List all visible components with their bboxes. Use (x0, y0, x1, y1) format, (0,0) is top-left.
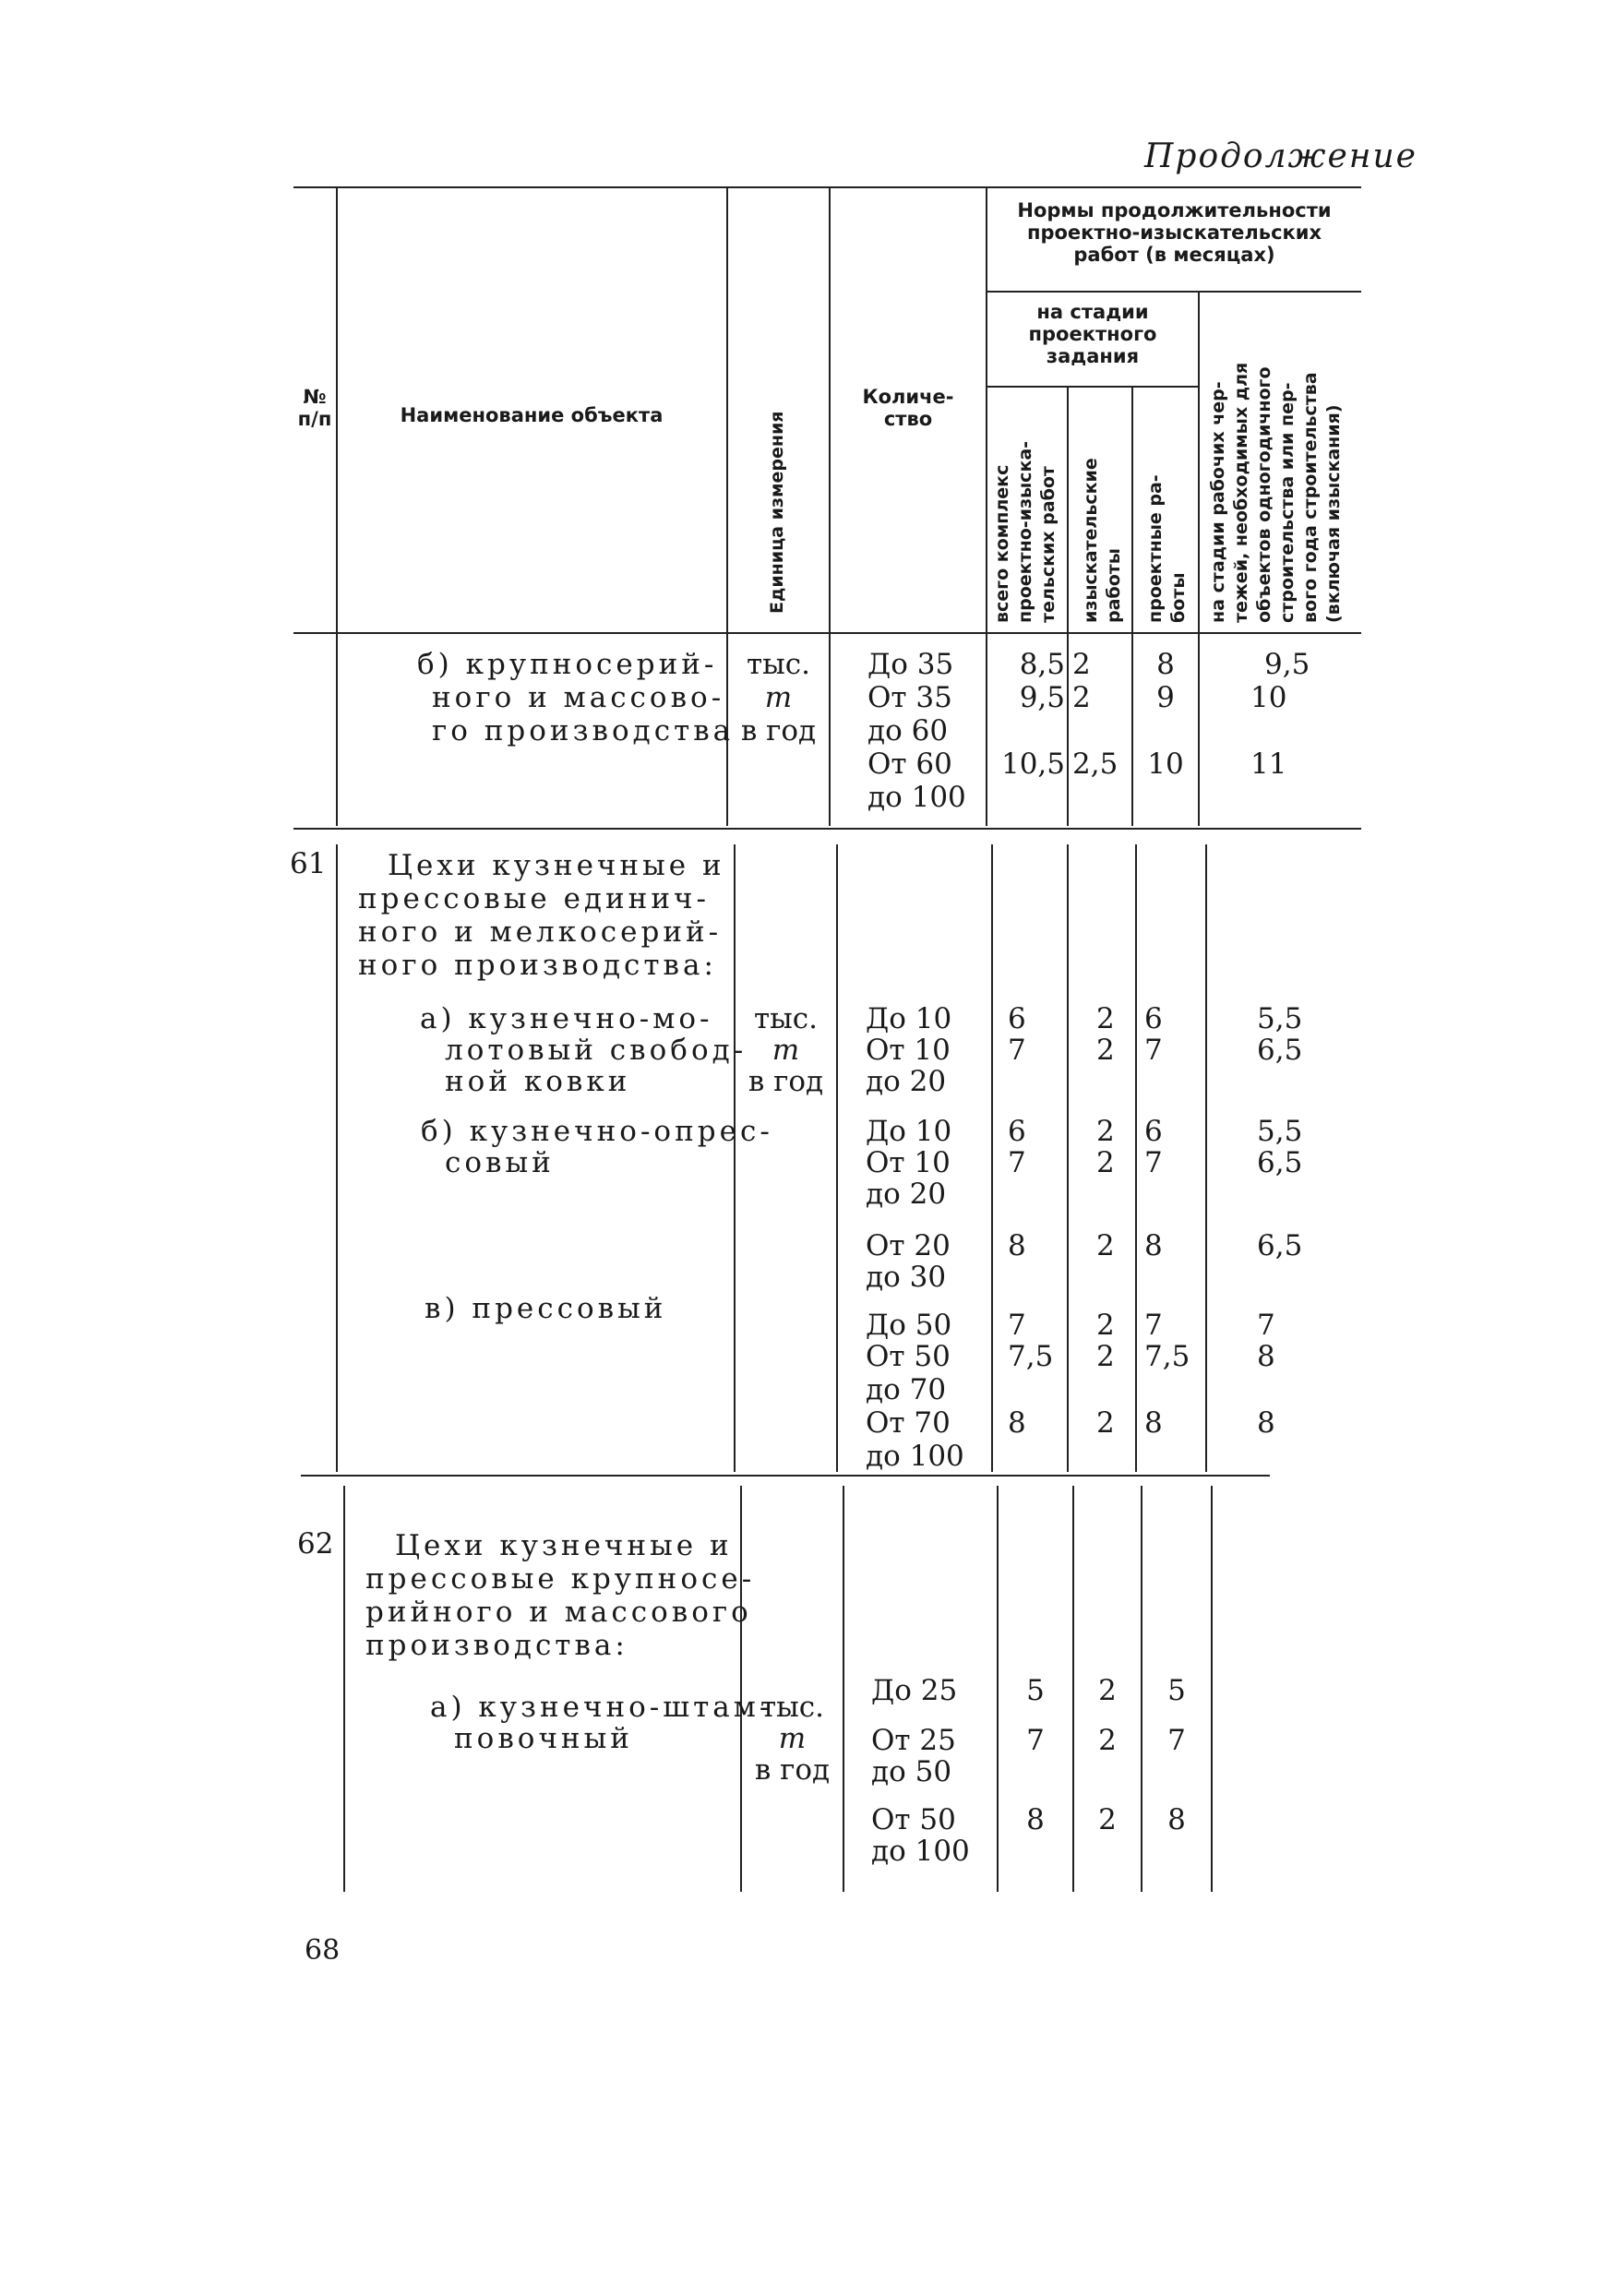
s1b-r2-qty-1: От 20 (866, 1229, 951, 1262)
s0-r2-c1: 10,5 (1000, 747, 1065, 781)
s1b-r1-qty-1: От 10 (866, 1146, 951, 1179)
s1c-r1-qty-1: От 50 (866, 1340, 951, 1373)
s2-row-number: 62 (297, 1527, 334, 1561)
s1a-r0-c1: 6 (1008, 1002, 1026, 1035)
s1a-unit-2: т (772, 1034, 800, 1067)
s2a-unit-2: т (778, 1722, 807, 1755)
s0-col-line-5 (1067, 634, 1069, 826)
s1-row-number: 61 (290, 847, 327, 880)
s1a-r1-c4: 6,5 (1257, 1034, 1303, 1067)
header-col-line-2 (726, 186, 728, 632)
s2a-r2-qty-1: От 50 (871, 1803, 956, 1836)
s1c-r2-qty-1: От 70 (866, 1406, 951, 1440)
s0-r0-c4: 9,5 (1264, 648, 1310, 681)
s0-r1-c3: 9 (1156, 681, 1175, 714)
s2a-r2-qty-2: до 100 (871, 1835, 970, 1868)
header-col-line-7 (1198, 291, 1200, 632)
stage-divider (986, 386, 1198, 388)
s1c-r1-c3: 7,5 (1144, 1340, 1190, 1373)
s2a-r0-qty-1: До 25 (871, 1674, 958, 1707)
s1a-name-line-3: ной ковки (445, 1065, 631, 1098)
s1c-r0-c3: 7 (1144, 1309, 1163, 1342)
s0-name-line-2: ного и массово- (432, 681, 725, 714)
s1-col-line-5 (1067, 844, 1069, 1472)
s0-r2-qty-1: От 60 (867, 747, 952, 781)
s0-r0-c2: 2 (1072, 648, 1091, 681)
s1-intro-line-4: ного производства: (358, 949, 717, 982)
s1-col-line-3 (836, 844, 838, 1472)
s2a-name-line-1: а) кузнечно-штам- (430, 1691, 773, 1724)
s1b-r2-c1: 8 (1008, 1229, 1026, 1262)
s0-r0-qty-1: До 35 (867, 648, 954, 681)
s1b-r1-c4: 6,5 (1257, 1146, 1303, 1179)
s0-name-line-3: го производства (432, 714, 735, 747)
s0-r1-qty-2: до 60 (867, 714, 949, 747)
s1c-name-line-1: в) прессовый (425, 1292, 667, 1325)
s1b-r0-c3: 6 (1144, 1115, 1163, 1148)
s1-bottom-rule (301, 1475, 1270, 1477)
s2-intro-line-1: Цехи кузнечные и (395, 1529, 733, 1562)
s1a-r1-qty-2: до 20 (866, 1065, 947, 1098)
header-design: проектные ра- боты (1145, 474, 1189, 623)
s1b-r0-c4: 5,5 (1257, 1115, 1303, 1148)
s0-r2-c3: 10 (1147, 747, 1184, 781)
s2a-r1-c1: 7 (1026, 1724, 1045, 1757)
s1b-r2-qty-2: до 30 (866, 1261, 947, 1294)
s2-col-line-2 (740, 1486, 742, 1892)
s0-r1-c1: 9,5 (1019, 681, 1065, 714)
s1c-r1-c2: 2 (1096, 1340, 1115, 1373)
s0-r1-c2: 2 (1072, 681, 1091, 714)
s1c-r2-c3: 8 (1144, 1406, 1163, 1440)
s1a-name-line-2: лотовый свобод- (445, 1034, 748, 1067)
s0-r1-qty-1: От 35 (867, 681, 952, 714)
s1b-r0-c2: 2 (1096, 1115, 1115, 1148)
s2a-r1-qty-1: От 25 (871, 1724, 956, 1757)
s2-col-line-3 (843, 1486, 844, 1892)
s1c-r2-c2: 2 (1096, 1406, 1115, 1440)
s2-col-line-7 (1211, 1486, 1213, 1892)
header-qty: Количе- ство (862, 386, 954, 430)
s1b-r1-c3: 7 (1144, 1146, 1163, 1179)
s1b-r1-c1: 7 (1008, 1146, 1026, 1179)
s2a-r0-c2: 2 (1098, 1674, 1117, 1707)
s0-r0-c3: 8 (1156, 648, 1175, 681)
s1-col-line-4 (991, 844, 993, 1472)
s0-bottom-rule (293, 828, 1361, 830)
page-number: 68 (305, 1934, 341, 1967)
s1-col-line-1 (336, 844, 338, 1472)
s1a-name-line-1: а) кузнечно-мо- (420, 1002, 713, 1035)
header-survey: изыскательские работы (1081, 458, 1124, 623)
s1b-r0-qty-1: До 10 (866, 1115, 952, 1148)
s0-r2-qty-2: до 100 (867, 781, 966, 814)
s1c-r1-qty-2: до 70 (866, 1373, 947, 1406)
s0-r0-c1: 8,5 (1019, 648, 1065, 681)
s1b-r2-c2: 2 (1096, 1229, 1115, 1262)
s1-intro-line-2: прессовые единич- (358, 882, 710, 915)
s0-r1-c4: 10 (1250, 681, 1287, 714)
s2a-unit-3: в год (754, 1753, 831, 1787)
header-bottom-rule (293, 632, 1361, 634)
header-col-line-6 (1131, 386, 1133, 632)
s2-intro-line-3: рийного и массового (365, 1596, 752, 1629)
s0-col-line-7 (1198, 634, 1200, 826)
s2a-name-line-2: повочный (454, 1722, 633, 1755)
s0-unit-3: в год (740, 714, 817, 747)
s2a-r0-c1: 5 (1026, 1674, 1045, 1707)
s0-unit-1: тыс. (746, 648, 811, 681)
s0-unit-2: т (764, 681, 793, 714)
s1b-r1-c2: 2 (1096, 1146, 1115, 1179)
s1a-r0-qty-1: До 10 (866, 1002, 952, 1035)
header-name: Наименование объекта (400, 404, 664, 426)
s0-col-line-3 (829, 634, 831, 826)
s1a-r1-c2: 2 (1096, 1034, 1115, 1067)
s1a-r1-c3: 7 (1144, 1034, 1163, 1067)
s1a-r0-c2: 2 (1096, 1002, 1115, 1035)
s1a-r0-c3: 6 (1144, 1002, 1163, 1035)
s2a-r0-c3: 5 (1167, 1674, 1186, 1707)
s1c-r2-qty-2: до 100 (866, 1440, 964, 1473)
header-complex: всего комплекс проектно-изыска- тельских работ (992, 440, 1059, 623)
s1b-name-line-2: совый (445, 1146, 555, 1179)
s1c-r0-qty-1: До 50 (866, 1309, 952, 1342)
s2-intro-line-4: производства: (365, 1629, 628, 1662)
s1-intro-line-1: Цехи кузнечные и (388, 849, 725, 882)
s1c-r1-c4: 8 (1257, 1340, 1275, 1373)
s0-name-line-1: б) крупносерий- (417, 648, 718, 681)
s1b-r2-c3: 8 (1144, 1229, 1163, 1262)
s1a-r0-c4: 5,5 (1257, 1002, 1303, 1035)
s1b-r1-qty-2: до 20 (866, 1178, 947, 1211)
norms-divider (986, 291, 1361, 293)
s1b-r0-c1: 6 (1008, 1115, 1026, 1148)
header-unit: Единица измерения (767, 411, 787, 614)
page-header: Продолжение (1144, 138, 1418, 175)
header-col-line-5 (1067, 386, 1069, 632)
s1b-name-line-1: б) кузнечно-опрес- (421, 1115, 773, 1148)
header-no: № п/п (297, 386, 332, 430)
s1a-unit-1: тыс. (753, 1002, 819, 1035)
s2a-unit-1: тыс. (760, 1691, 825, 1724)
s1-col-line-6 (1135, 844, 1137, 1472)
s0-r2-c4: 11 (1250, 747, 1287, 781)
s1a-r1-qty-1: От 10 (866, 1034, 951, 1067)
s1-col-line-2 (734, 844, 736, 1472)
header-stage: на стадии проектного задания (1028, 301, 1157, 367)
s1c-r0-c2: 2 (1096, 1309, 1115, 1342)
header-top-rule (293, 186, 1361, 188)
header-working: на стадии рабочих чер- тежей, необходимых для объектов одногодичного строительства или пер- вого года строительства (включая изыскания) (1208, 362, 1344, 623)
s2a-r2-c3: 8 (1167, 1803, 1186, 1836)
s2a-r1-c2: 2 (1098, 1724, 1117, 1757)
s1b-r2-c4: 6,5 (1257, 1229, 1303, 1262)
s2a-r1-c3: 7 (1167, 1724, 1186, 1757)
s1-intro-line-3: ного и мелкосерий- (358, 915, 723, 949)
s0-r2-c2: 2,5 (1072, 747, 1119, 781)
s2a-r2-c1: 8 (1026, 1803, 1045, 1836)
s2-intro-line-2: прессовые крупносе- (365, 1562, 756, 1596)
header-norms: Нормы продолжительности проектно-изыскательских работ (в месяцах) (1017, 199, 1332, 266)
s1-col-line-7 (1205, 844, 1207, 1472)
s1c-r0-c4: 7 (1257, 1309, 1275, 1342)
s1a-unit-3: в год (748, 1065, 824, 1098)
s2-col-line-1 (343, 1486, 345, 1892)
s2a-r2-c2: 2 (1098, 1803, 1117, 1836)
s2a-r1-qty-2: до 50 (871, 1755, 952, 1788)
s0-col-line-1 (336, 634, 338, 826)
s1c-r0-c1: 7 (1008, 1309, 1026, 1342)
s1c-r2-c1: 8 (1008, 1406, 1026, 1440)
s1c-r2-c4: 8 (1257, 1406, 1275, 1440)
s1a-r1-c1: 7 (1008, 1034, 1026, 1067)
s1c-r1-c1: 7,5 (1008, 1340, 1054, 1373)
